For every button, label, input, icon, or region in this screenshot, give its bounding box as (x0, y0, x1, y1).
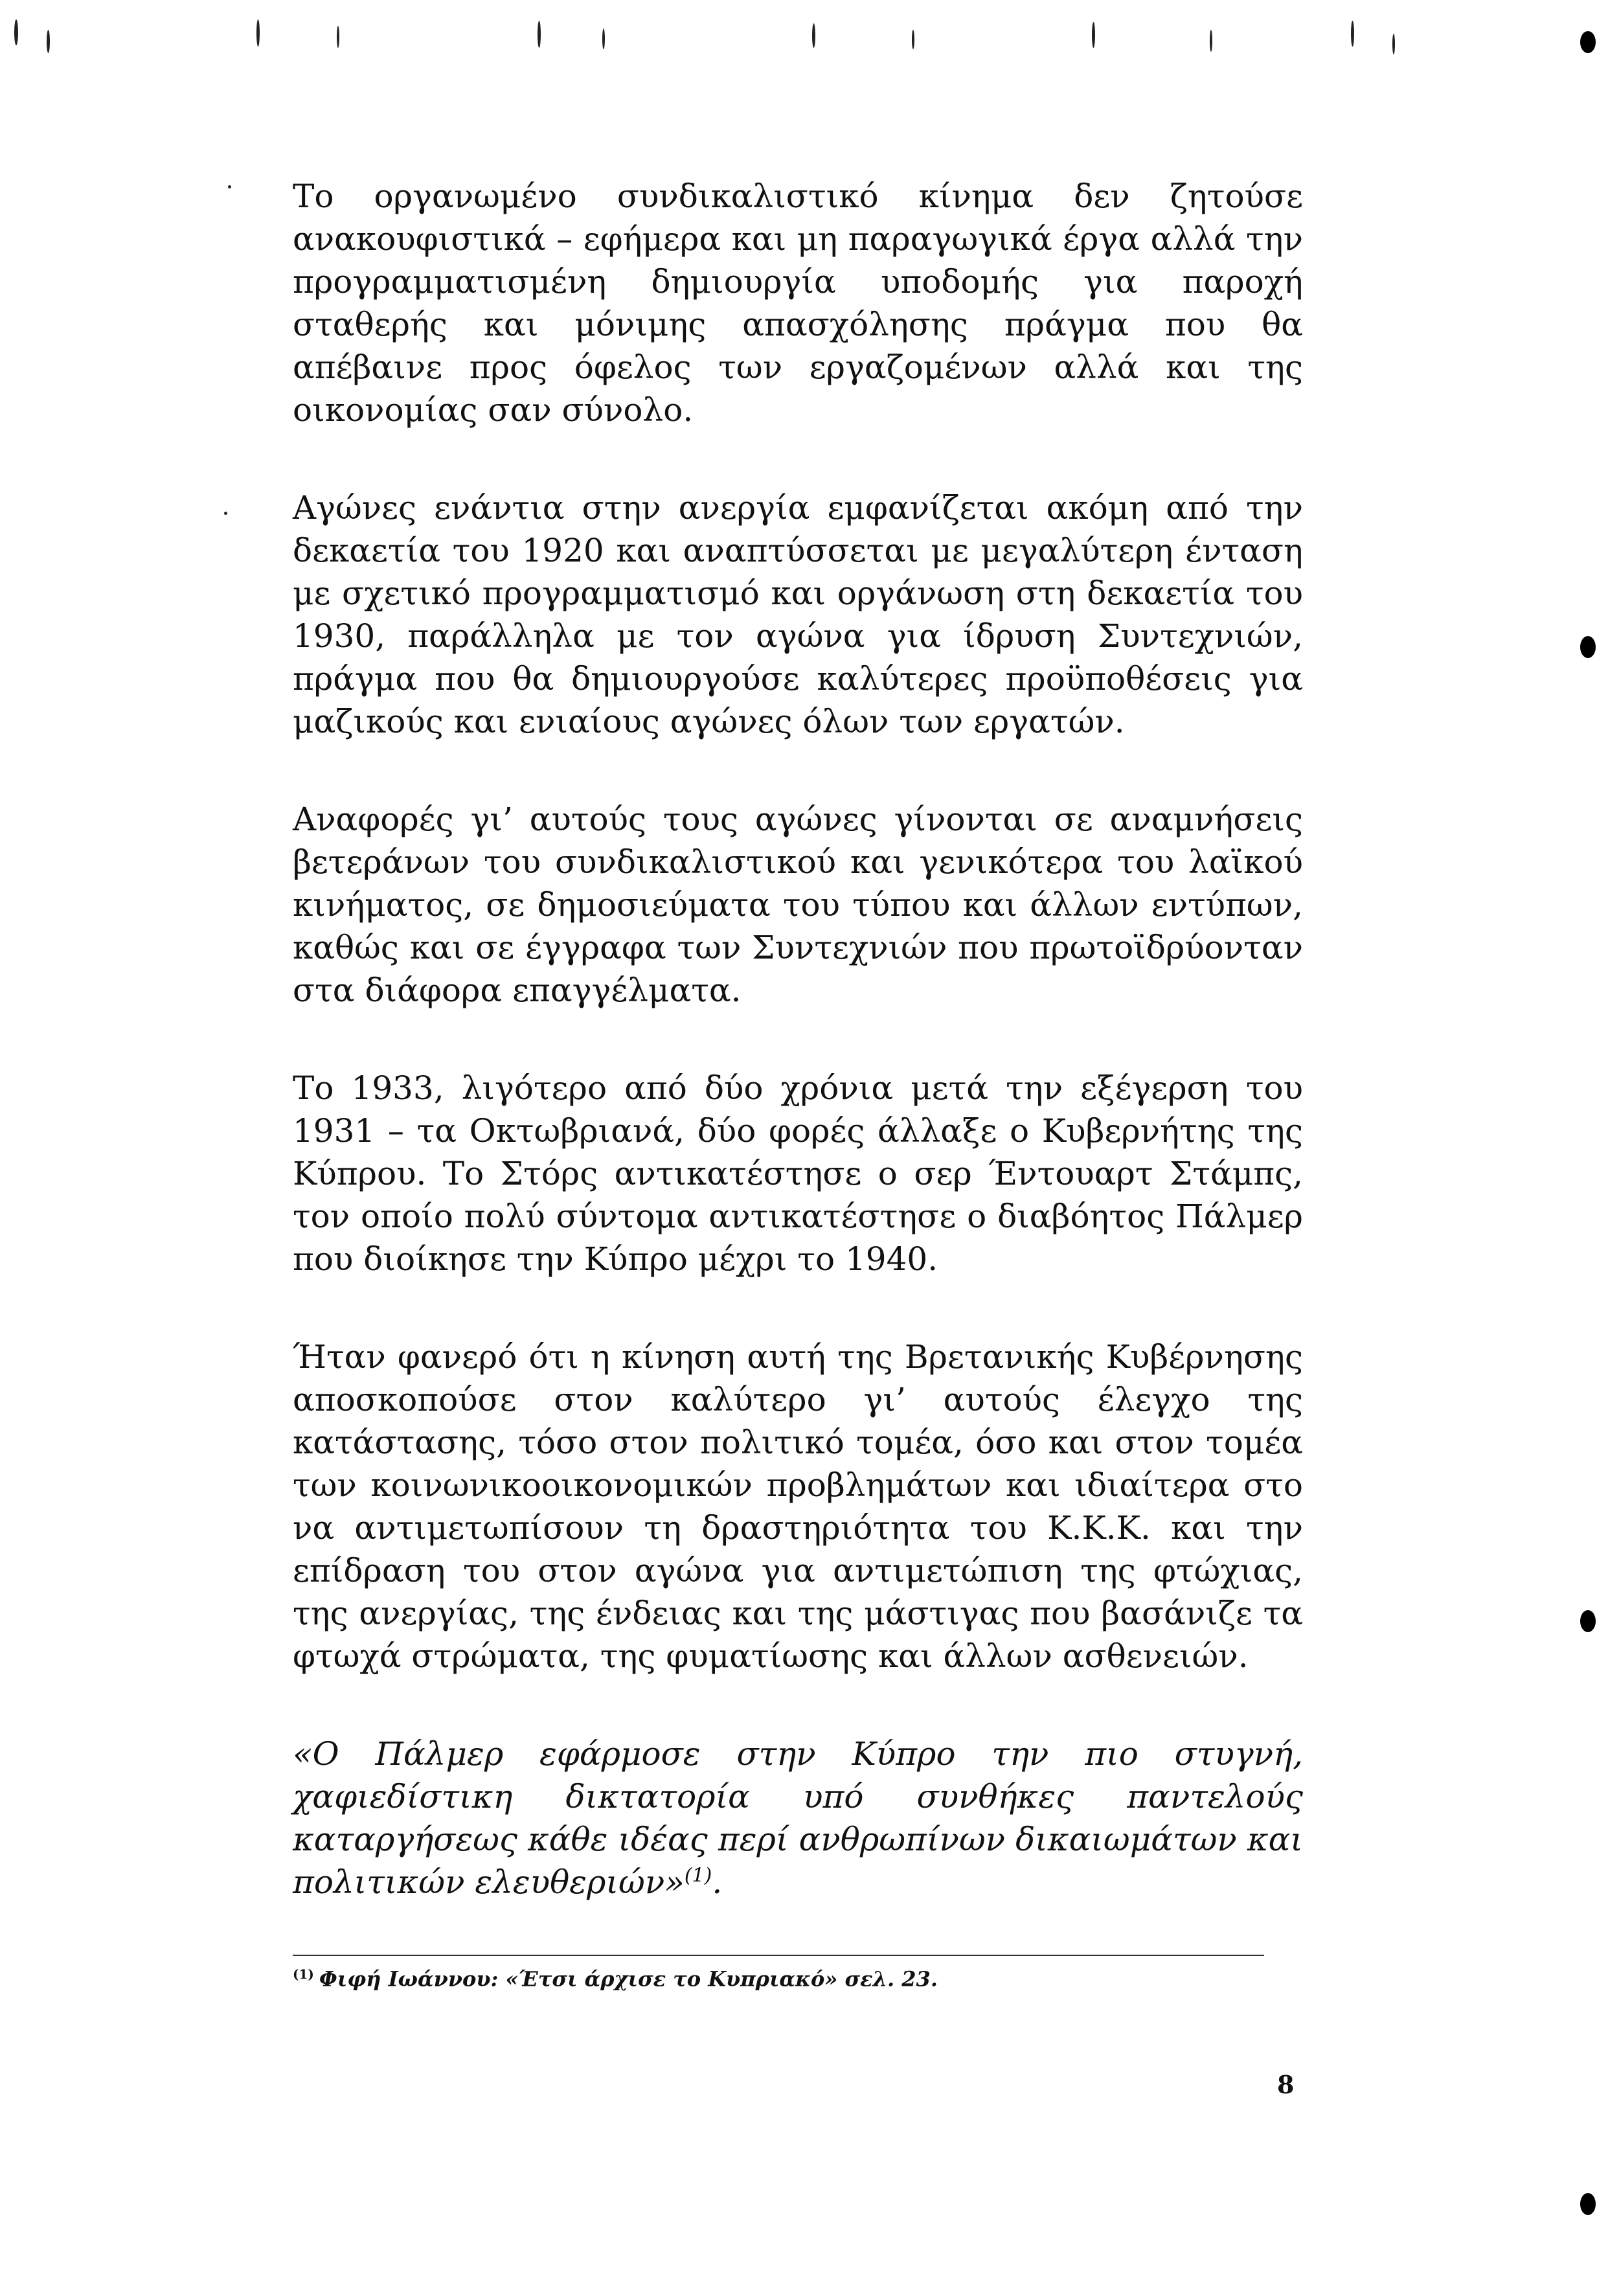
scan-speck (912, 30, 914, 49)
quote-paragraph (293, 1733, 1303, 1904)
quote-text: «Ο Πάλμερ εφάρμοσε στην Κύπρο την πιο στυγνή, χαφιεδίστικη δικτατορία υπό συνθήκες παντελούς καταργήσεως κάθε ιδέας περί ανθρωπίνων δικαιωμάτων και πολιτικών ελευθεριών» (293, 1735, 1303, 1901)
footnote-reference: (1) (684, 1864, 712, 1887)
scan-speck (256, 19, 260, 47)
footnote-divider (293, 1955, 1264, 1956)
scan-speck (1210, 30, 1212, 52)
scan-speck (224, 512, 227, 515)
scan-speck (1351, 21, 1354, 47)
paragraph: Το οργανωμένο συνδικαλιστικό κίνημα δεν ζητούσε ανακουφιστικά – εφήμερα και μη παραγωγικά έργα αλλά την προγραμματισμένη δημιουργία υποδομής για παροχή σταθερής και μόνιμης απασχόλησης πράγμα που θα απέβαινε προς όφελος των εργαζομένων αλλά και της οικονομίας σαν σύνολο. (293, 177, 1303, 429)
footnote (293, 1966, 938, 1992)
scan-speck (538, 21, 541, 48)
footnote-text: Φιφή Ιωάννου: «Έτσι άρχισε το Κυπριακό» σελ. 23. (319, 1966, 938, 1992)
scan-speck (228, 185, 231, 188)
scan-speck (337, 26, 339, 48)
punch-hole-mark (1580, 636, 1596, 658)
paragraph: Αγώνες ενάντια στην ανεργία εμφανίζεται ακόμη από την δεκαετία του 1920 και αναπτύσσεται με μεγαλύτερη ένταση με σχετικό προγραμματισμό και οργάνωση στη δεκαετία του 1930, παράλληλα με τον αγώνα για ίδρυση Συντεχνιών, πράγμα που θα δημιουργούσε καλύτερες προϋποθέσεις για μαζικούς και ενιαίους αγώνες όλων των εργατών. (293, 489, 1303, 740)
page-number: 8 (1277, 2070, 1295, 2099)
paragraph: Το 1933, λιγότερο από δύο χρόνια μετά την εξέγερση του 1931 – τα Οκτωβριανά, δύο φορές άλλαξε ο Κυβερνήτης της Κύπρου. Το Στόρς αντικατέστησε ο σερ Έντουαρτ Στάμπς, τον οποίο πολύ σύντομα αντικατέστησε ο διαβόητος Πάλμερ που διοίκησε την Κύπρο μέχρι το 1940. (293, 1069, 1303, 1278)
punch-hole-mark (1580, 31, 1596, 53)
paragraph: Αναφορές γι’ αυτούς τους αγώνες γίνονται σε αναμνήσεις βετεράνων του συνδικαλιστικού και γενικότερα του λαϊκού κινήματος, σε δημοσιεύματα του τύπου και άλλων εντύπων, καθώς και σε έγγραφα των Συντεχνιών που πρωτοϊδρύονταν στα διάφορα επαγγέλματα. (293, 801, 1303, 1009)
quote-end: . (712, 1863, 723, 1901)
body-text (293, 175, 1303, 1959)
scan-speck (1392, 34, 1395, 54)
scan-speck (602, 28, 605, 49)
paragraph: Ήταν φανερό ότι η κίνηση αυτή της Βρετανικής Κυβέρνησης αποσκοπούσε στον καλύτερο γι’ αυτούς έλεγχο της κατάστασης, τόσο στον πολιτικό τομέα, όσο και στον τομέα των κοινωνικοοικονομικών προβλημάτων και ιδιαίτερα στο να αντιμετωπίσουν τη δραστηριότητα του Κ.Κ.Κ. και την επίδραση του στον αγώνα για αντιμετώπιση της φτώχιας, της ανεργίας, της ένδειας και της μάστιγας που βασάνιζε τα φτωχά στρώματα, της φυματίωσης και άλλων ασθενειών. (293, 1338, 1303, 1675)
scan-speck (812, 23, 815, 48)
scan-speck (14, 19, 18, 45)
punch-hole-mark (1580, 2193, 1596, 2215)
footnote-mark: (1) (293, 1966, 314, 1982)
punch-hole-mark (1580, 1610, 1596, 1632)
scan-speck (47, 30, 50, 53)
scan-speck (1092, 22, 1095, 48)
